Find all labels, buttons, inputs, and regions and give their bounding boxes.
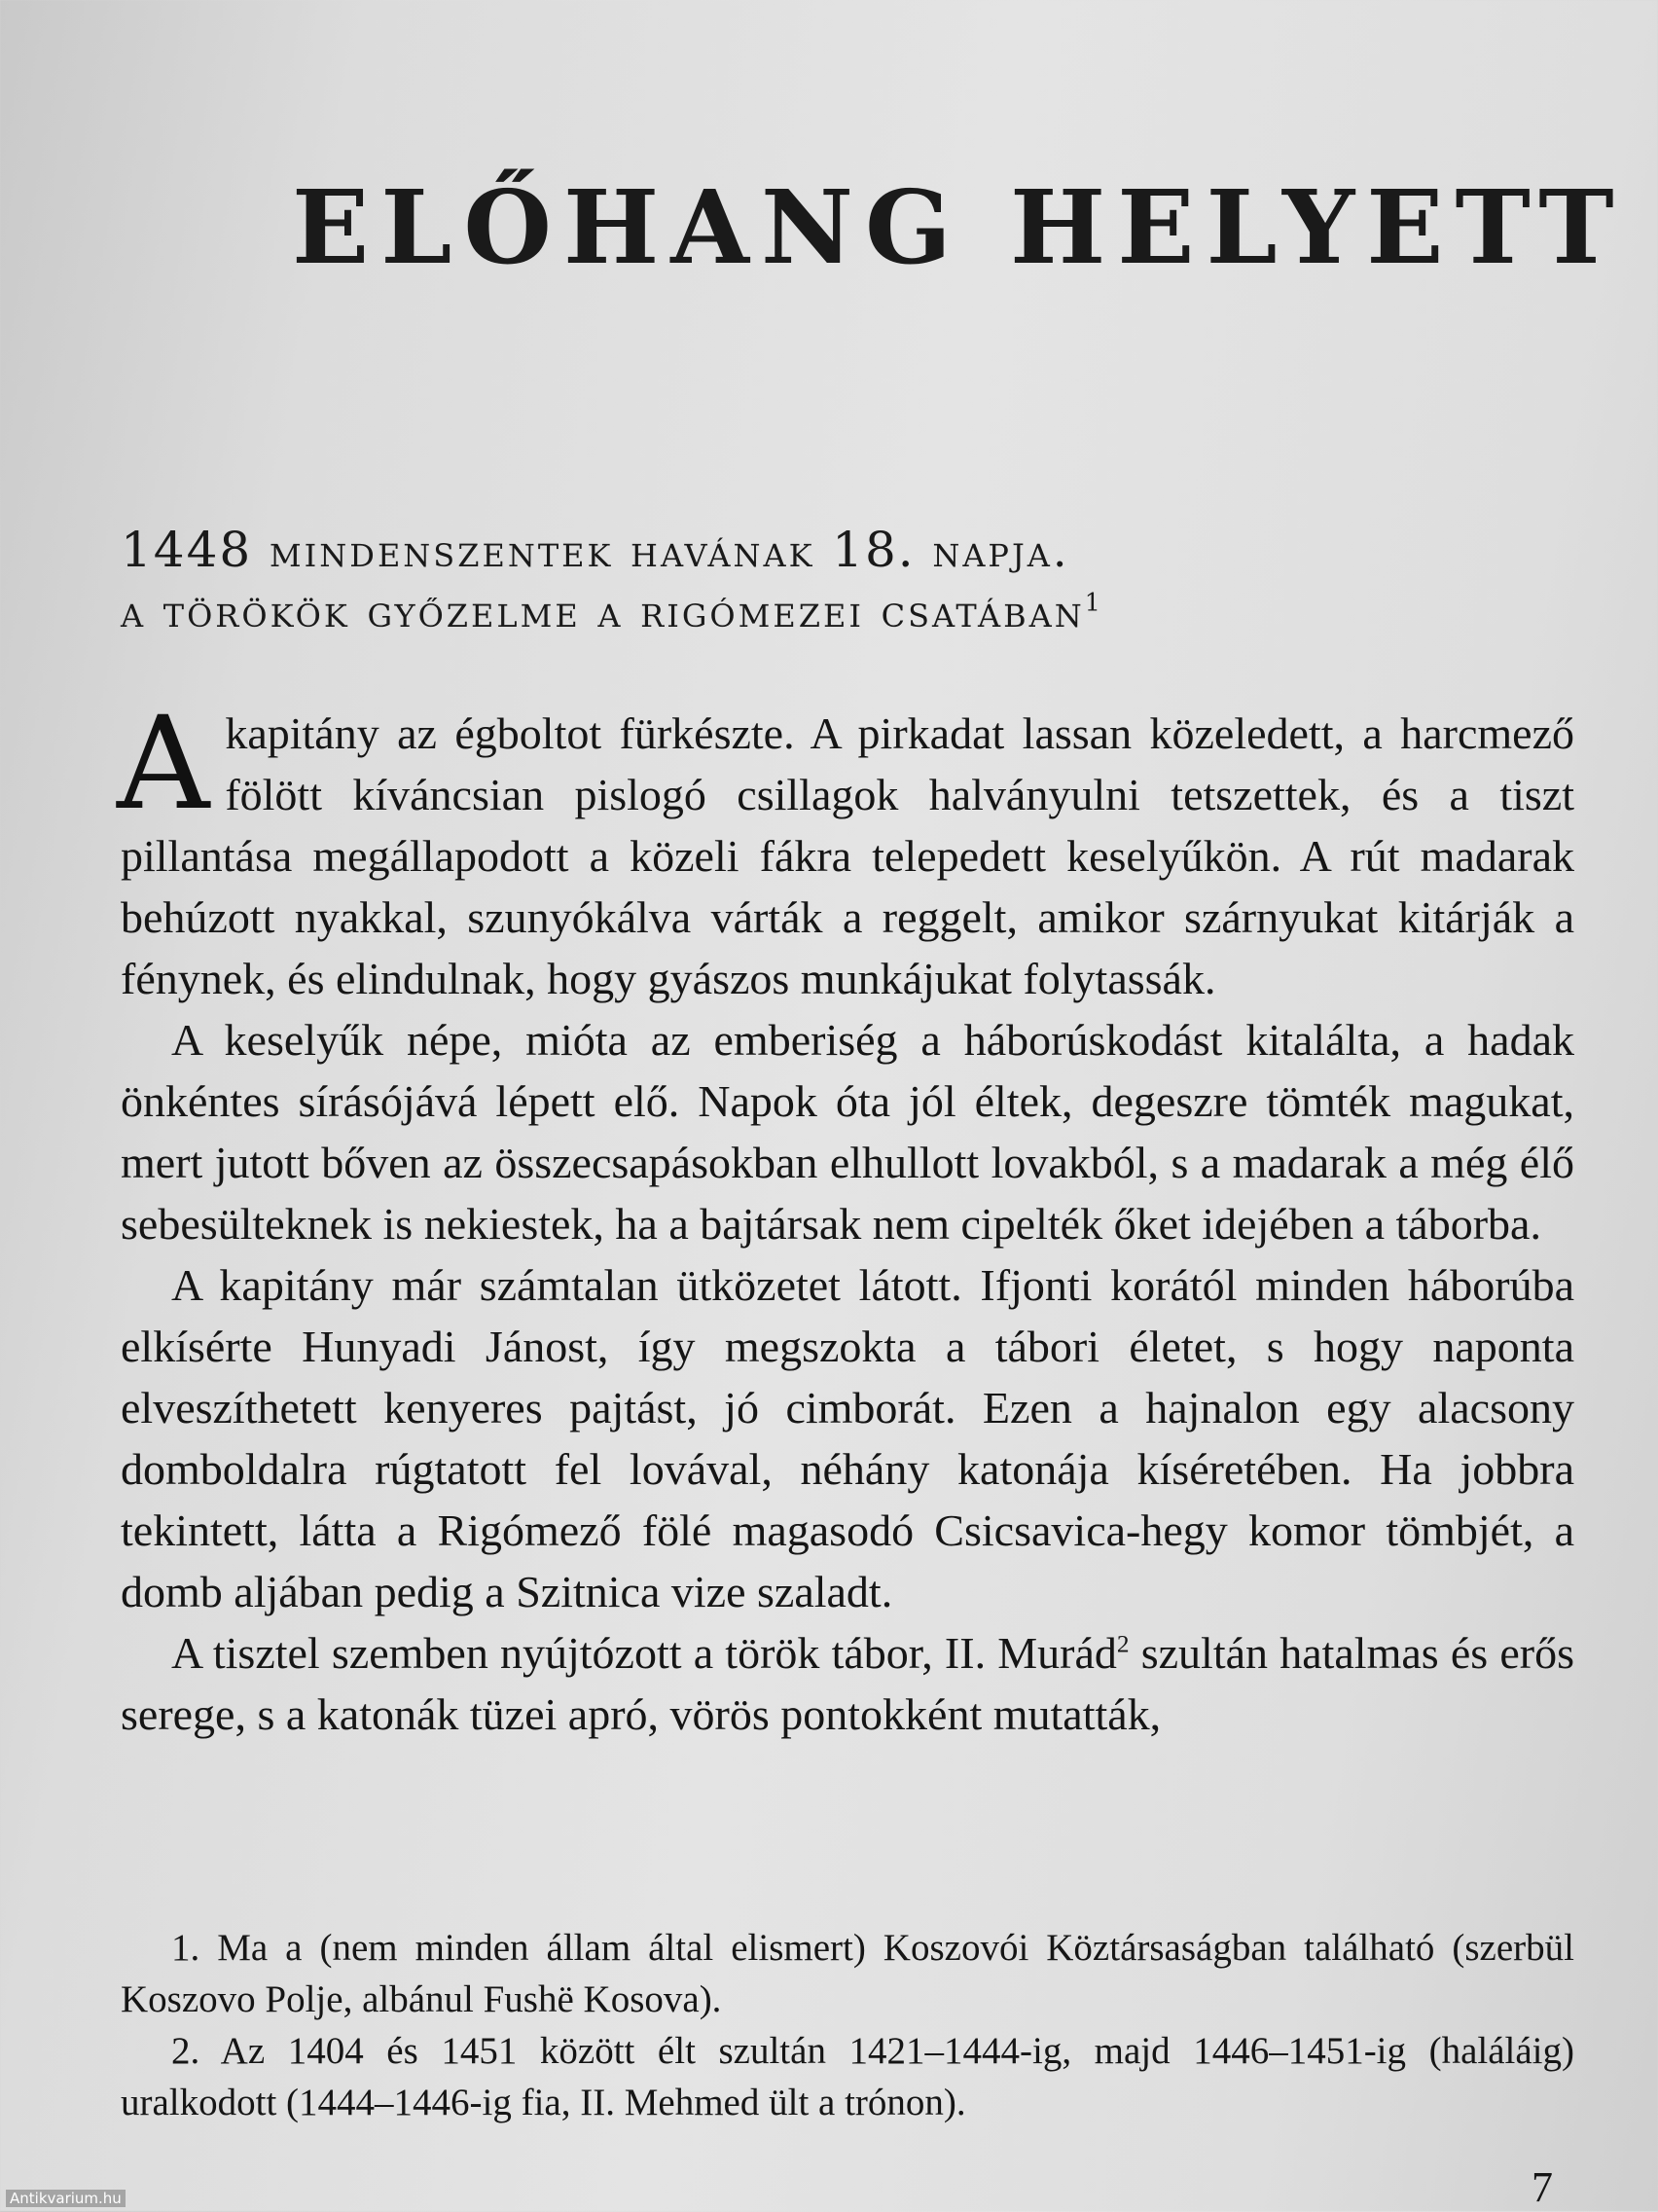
watermark: Antikvarium.hu bbox=[6, 2190, 126, 2207]
subheading-year: 1448 bbox=[121, 522, 253, 578]
subheading-battle: a törökök győzelme a rigómezei csatában bbox=[121, 585, 1085, 637]
footnote-ref-1: 1 bbox=[1084, 588, 1103, 617]
subheading-napja: napja. bbox=[932, 525, 1070, 577]
footnote-ref-2: 2 bbox=[1116, 1630, 1130, 1658]
footnote-2: 2. Az 1404 és 1451 között élt szultán 1421–1444-ig, majd 1446–1451-ig (haláláig) uralkodott (1444–1446-ig fia, II. Mehmed ült a trónon). bbox=[121, 2030, 1574, 2123]
footnotes bbox=[121, 1922, 1574, 2128]
drop-cap: A bbox=[117, 689, 210, 839]
footnote-1: 1. Ma a (nem minden állam által elismert) Koszovói Köztársaságban található (szerbül Koszovo Polje, albánul Fushë Kosova). bbox=[121, 1927, 1574, 2020]
subheading-line-2 bbox=[121, 585, 1580, 637]
paragraph-4-end: szultán hatalmas és erős serege, s a katonák tüzei apró, vörös pontokként mutatták, bbox=[121, 1628, 1574, 1739]
page-number: 7 bbox=[1532, 2163, 1553, 2211]
paragraph-1 bbox=[117, 689, 1574, 1009]
paragraph-4 bbox=[121, 1622, 1574, 1745]
paragraph-3: A kapitány már számtalan ütközetet látott. Ifjonti korától minden háborúba elkísérte Hunyadi Jánost, így megszokta a tábori életet, s hogy naponta elveszíthetett kenyeres pajtást, jó cimborát. Ezen a hajnalon egy alacsony domboldalra rúgtatott fel lovával, néhány katonája kíséretében. Ha jobbra tekintett, látta a Rigómező fölé magasodó Csicsavica-hegy komor tömbjét, a domb aljában pedig a Szitnica vize szaladt. bbox=[121, 1260, 1574, 1616]
chapter-title: ELŐHANG HELYETT bbox=[292, 166, 1626, 287]
paragraph-2: A keselyűk népe, mióta az emberiség a háborúskodást kitalálta, a hadak önkéntes sírásójává lépett elő. Napok óta jól éltek, degeszre tömték magukat, mert jutott bőven az összecsapásokban elhullott lovakból, s a madarak a még élő sebesülteknek is nekiestek, ha a bajtársak nem cipelték őket idejében a táborba. bbox=[121, 1015, 1574, 1249]
paragraph-4-start: A tisztel szemben nyújtózott a török tábor, II. Murád bbox=[171, 1628, 1117, 1678]
subheading-line-1 bbox=[121, 522, 1580, 578]
body-text bbox=[117, 689, 1574, 1745]
subheading-day: 18. bbox=[832, 522, 916, 578]
subheading-month: mindenszentek havának bbox=[269, 525, 815, 577]
paragraph-1-text: kapitány az égboltot fürkészte. A pirkadat lassan közeledett, a harcmező fölött kíváncsian pislogó csillagok halványulni tetszettek, és a tiszt pillantása megállapodott a közeli fákra telepedett keselyűkön. A rút madarak behúzott nyakkal, szunyókálva várták a reggelt, amikor szárnyukat kitárják a fénynek, és elindulnak, hogy gyászos munkájukat folytassák. bbox=[121, 708, 1574, 1003]
